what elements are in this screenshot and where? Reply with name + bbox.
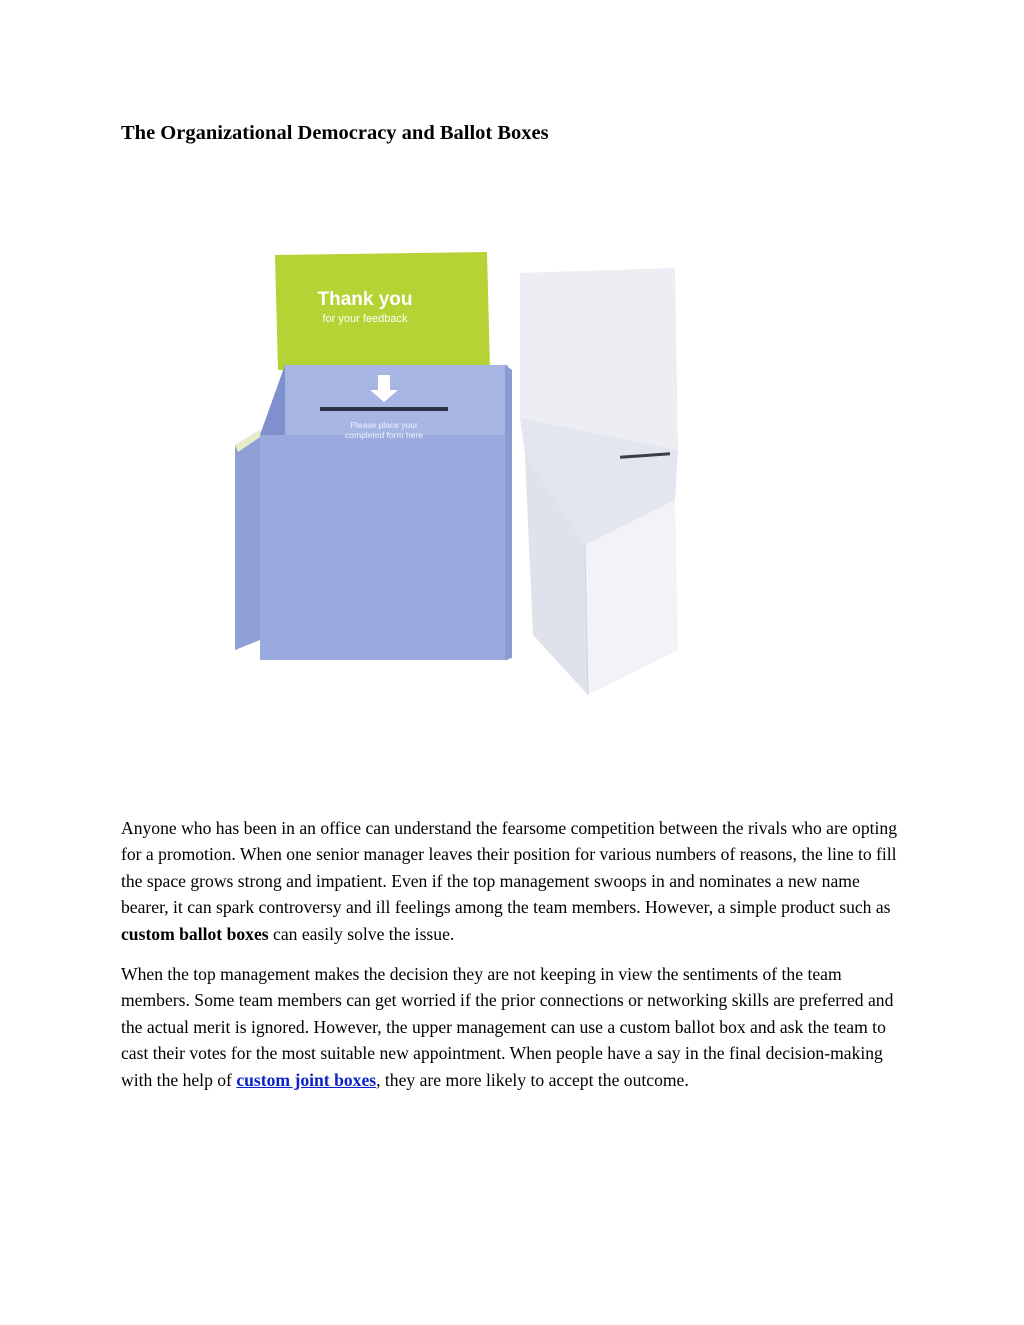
- p1-text-after: can easily solve the issue.: [268, 923, 455, 944]
- thank-you-card: [275, 252, 490, 370]
- blue-box-side-flap: [235, 430, 260, 650]
- p1-text-before: Anyone who has been in an office can understand the fearsome competition between the rivals who are opting for a promotion. When one senior manager leaves their position for various numbers of reasons, the line to fill the space grows strong and impatient. Even if the top management swoops in and nominates a new name bearer, it can spark controversy and ill feelings among the team members. However, a simple product such as: [121, 818, 897, 918]
- blue-box-front: [260, 435, 508, 660]
- p2-text-before: When the top management makes the decision they are not keeping in view the sentiments of the team members. Some team members can get worried if the prior connections or networking skills are preferred and the actual merit is ignored. However, the upper management can use a custom ballot box and ask the team to cast their votes for the most suitable new appointment. When people have a say in the final decision-making with the help of: [121, 964, 894, 1090]
- card-line1: Thank you: [317, 289, 413, 310]
- paragraph-1: [121, 815, 911, 947]
- page-title: The Organizational Democracy and Ballot Boxes: [121, 122, 549, 144]
- blue-box-right-edge: [505, 365, 512, 660]
- p1-bold-term: custom ballot boxes: [121, 923, 269, 944]
- card-line2: for your feedback: [322, 313, 408, 325]
- box-text-line1: Please place your: [350, 420, 418, 430]
- p2-text-after: , they are more likely to accept the outcome.: [376, 1069, 689, 1090]
- custom-joint-boxes-link[interactable]: custom joint boxes: [236, 1069, 377, 1090]
- article-body: [121, 815, 911, 1107]
- white-box-back-panel: [520, 268, 678, 450]
- ballot-boxes-illustration: [200, 240, 720, 710]
- ballot-boxes-image: [200, 240, 720, 710]
- blue-box-slot: [320, 407, 448, 411]
- paragraph-2: [121, 961, 911, 1093]
- box-text-line2: completed form here: [345, 430, 423, 440]
